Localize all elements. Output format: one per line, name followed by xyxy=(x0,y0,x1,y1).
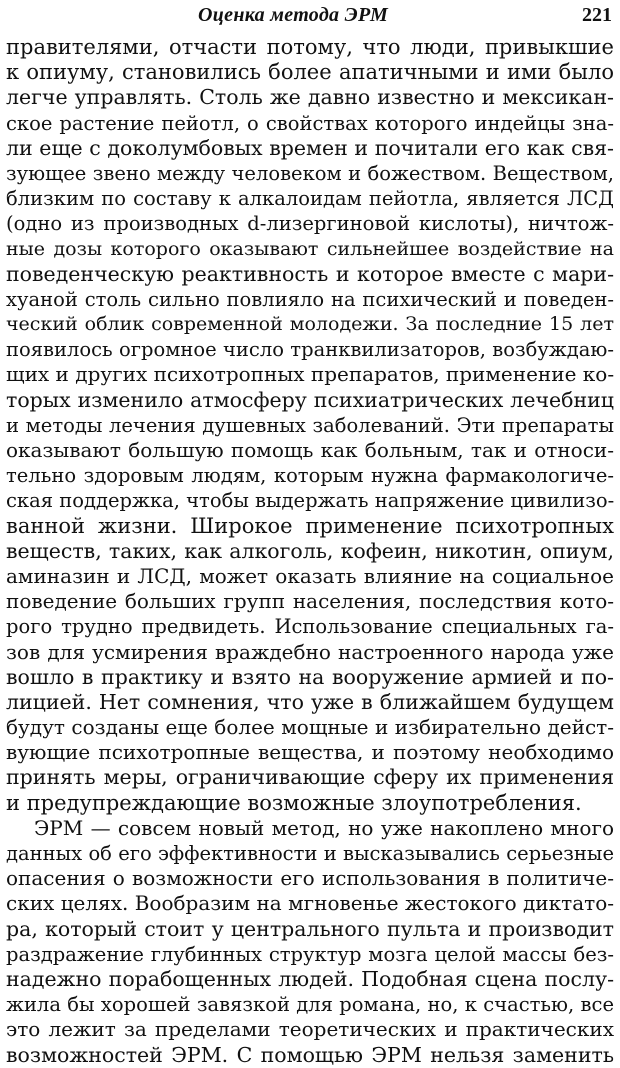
text-line: ЭРМ — совсем новый метод, но уже накоплено много xyxy=(34,815,614,840)
text-line: щих и других психотропных препаратов, применение ко- xyxy=(6,362,615,387)
text-line: ли еще с доколумбовых времен и почитали его как свя- xyxy=(6,135,614,160)
text-line: ская поддержка, чтобы выдержать напряжение цивилизо- xyxy=(6,489,615,513)
text-line: и методы лечения душевных заболеваний. Эти препараты xyxy=(6,413,614,437)
text-line: появилось огромное число транквилизаторов, возбуждаю- xyxy=(6,338,614,362)
text-line: это лежит за пределами теоретических и практических xyxy=(6,1017,614,1042)
text-line: принять меры, ограничивающие сферу их применения xyxy=(6,765,614,790)
text-line: ских целях. Вообразим на мгновенье жестокого диктато- xyxy=(6,891,614,916)
text-line: правителями, отчасти потому, что люди, привыкшие xyxy=(6,35,614,59)
text-line: тельно здоровым людям, которым нужна фармакологиче- xyxy=(6,464,614,488)
text-line: данных об его эффективности и высказывались серьезные xyxy=(6,842,614,865)
text-line: ское растение пейотл, о свойствах которого индейцы зна- xyxy=(6,111,614,135)
body-text xyxy=(6,35,614,1068)
text-line: возможностей ЭРМ. С помощью ЭРМ нельзя заменить xyxy=(6,1042,614,1067)
text-line: ные дозы которого оказывают сильнейшее воздействие на xyxy=(6,237,614,260)
text-line: торых изменило атмосферу психиатрических лечебниц xyxy=(6,387,614,412)
text-line: вующие психотропные вещества, и поэтому необходимо xyxy=(6,740,614,765)
text-line: и предупреждающие возможные злоупотребления. xyxy=(6,790,582,815)
text-line: аминазин и ЛСД, может оказать влияние на социальное xyxy=(6,563,614,588)
text-line: раздражение глубинных структур мозга целой массы без- xyxy=(6,942,614,966)
text-line: поведение больших групп населения, последствия кото- xyxy=(6,589,614,614)
text-line: надежно порабощенных людей. Подобная сцена послу- xyxy=(6,966,614,991)
text-line: хуаной столь сильно повлияло на психический и поведен- xyxy=(6,287,614,311)
paragraph xyxy=(6,35,614,816)
text-line: вошло в практику и взято на вооружение армией и по- xyxy=(6,664,614,689)
text-line: веществ, таких, как алкоголь, кофеин, никотин, опиум, xyxy=(6,538,614,563)
text-line: зующее звено между человеком и божеством. Веществом, xyxy=(6,161,614,185)
text-line: близким по составу к алкалоидам пейотла, является ЛСД xyxy=(6,187,614,211)
text-line: опасения о возможности его использования в политиче- xyxy=(6,866,614,891)
text-line: ческий облик современной молодежи. За последние 15 лет xyxy=(6,313,614,336)
text-line: жила бы хорошей завязкой для романа, но, к счастью, все xyxy=(6,993,614,1017)
text-line: будут созданы еще более мощные и избирательно дейст- xyxy=(6,715,614,740)
text-line: лицией. Нет сомнения, что уже в ближайшем будущем xyxy=(6,689,614,714)
text-line: к опиуму, становились более апатичными и ими было xyxy=(6,60,614,85)
text-line: зов для усмирения враждебно настроенного народа уже xyxy=(6,639,614,664)
text-line: оказывают большую помощь как больным, так и относи- xyxy=(6,438,614,462)
text-line: ра, который стоит у центрального пульта и производит xyxy=(6,916,614,941)
text-line: рого трудно предвидеть. Использование специальных га- xyxy=(6,615,614,639)
text-line: легче управлять. Столь же давно известно и мексикан- xyxy=(6,85,614,110)
paragraph xyxy=(6,816,614,1068)
running-head xyxy=(0,2,620,28)
text-line: ванной жизни. Широкое применение психотропных xyxy=(6,513,614,538)
page-number: 221 xyxy=(582,4,612,26)
text-line: (одно из производных d-лизергиновой кислоты), ничтож- xyxy=(6,212,614,236)
text-line: поведенческую реактивность и которое вместе с мари- xyxy=(6,261,614,286)
running-title: Оценка метода ЭРМ xyxy=(198,4,389,26)
